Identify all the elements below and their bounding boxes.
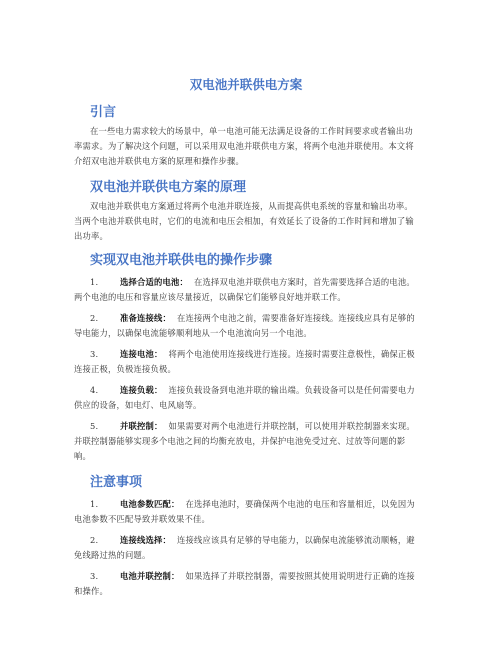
list-item-term: 选择合适的电池： xyxy=(120,277,188,287)
list-item xyxy=(74,533,418,563)
list-item xyxy=(74,383,418,413)
list-item-term: 连接线选择： xyxy=(120,535,171,545)
principle-paragraph: 双电池并联供电方案通过将两个电池并联连接，从而提高供电系统的容量和输出功率。当两个电池并联供电时，它们的电流和电压会相加，有效延长了设备的工作时间和增加了输出功率。 xyxy=(74,201,414,241)
document-title: 双电池并联供电方案 xyxy=(189,77,303,92)
list-item-term: 准备连接线： xyxy=(120,313,171,323)
list-item xyxy=(74,497,418,527)
section-heading-notes: 注意事项 xyxy=(90,475,143,490)
list-item-number: 4. xyxy=(90,385,99,395)
list-item-text: 在选择双电池并联供电方案时，首先需要选择合适的电池。两个电池的电压和容量应该尽量接近，以确保它们能够良好地并联工作。 xyxy=(74,277,415,302)
list-item-text: 将两个电池使用连接线进行连接。连接时需要注意极性，确保正极连接正极，负极连接负极。 xyxy=(74,349,415,374)
list-item-term: 电池参数匹配： xyxy=(120,499,180,509)
list-item-text: 连接线应该具有足够的导电能力，以确保电流能够流动顺畅，避免线路过热的问题。 xyxy=(74,535,415,560)
list-item-text: 如果需要对两个电池进行并联控制，可以使用并联控制器来实现。并联控制器能够实现多个电池之间的均衡充放电，并保护电池免受过充、过放等问题的影响。 xyxy=(74,421,415,461)
list-item xyxy=(74,275,418,305)
list-item-number: 2. xyxy=(90,313,99,323)
list-item xyxy=(74,419,418,464)
list-item-text: 连接负载设备到电池并联的输出端。负载设备可以是任何需要电力供应的设备，如电灯、电风扇等。 xyxy=(74,385,415,410)
section-heading-steps: 实现双电池并联供电的操作步骤 xyxy=(90,253,273,268)
list-item-text: 如果选择了并联控制器，需要按照其使用说明进行正确的连接和操作。 xyxy=(74,571,415,596)
notes-list xyxy=(74,497,418,599)
list-item-term: 并联控制： xyxy=(120,421,163,431)
section-heading-principle: 双电池并联供电方案的原理 xyxy=(90,180,247,195)
list-item-term: 连接负载： xyxy=(120,385,163,395)
list-item xyxy=(74,347,418,377)
list-item-number: 1. xyxy=(90,499,99,509)
list-item xyxy=(74,569,418,599)
list-item-number: 5. xyxy=(90,421,99,431)
list-item-number: 1. xyxy=(90,277,99,287)
list-item-text: 在连接两个电池之前，需要准备好连接线。连接线应具有足够的导电能力，以确保电流能够顺利地从一个电池流向另一个电池。 xyxy=(74,313,415,338)
list-item-number: 2. xyxy=(90,535,99,545)
list-item-term: 电池并联控制： xyxy=(120,571,180,581)
list-item xyxy=(74,311,418,341)
steps-list xyxy=(74,275,418,464)
intro-paragraph: 在一些电力需求较大的场景中，单一电池可能无法满足设备的工作时间要求或者输出功率需求。为了解决这个问题，可以采用双电池并联供电方案，将两个电池并联使用。本文将介绍双电池并联供电方案的原理和操作步骤。 xyxy=(74,126,414,166)
list-item-number: 3. xyxy=(90,571,99,581)
list-item-text: 在选择电池时，要确保两个电池的电压和容量相近，以免因为电池参数不匹配导致并联效果不佳。 xyxy=(74,499,415,524)
list-item-term: 连接电池： xyxy=(120,349,163,359)
section-heading-intro: 引言 xyxy=(90,105,117,120)
list-item-number: 3. xyxy=(90,349,99,359)
